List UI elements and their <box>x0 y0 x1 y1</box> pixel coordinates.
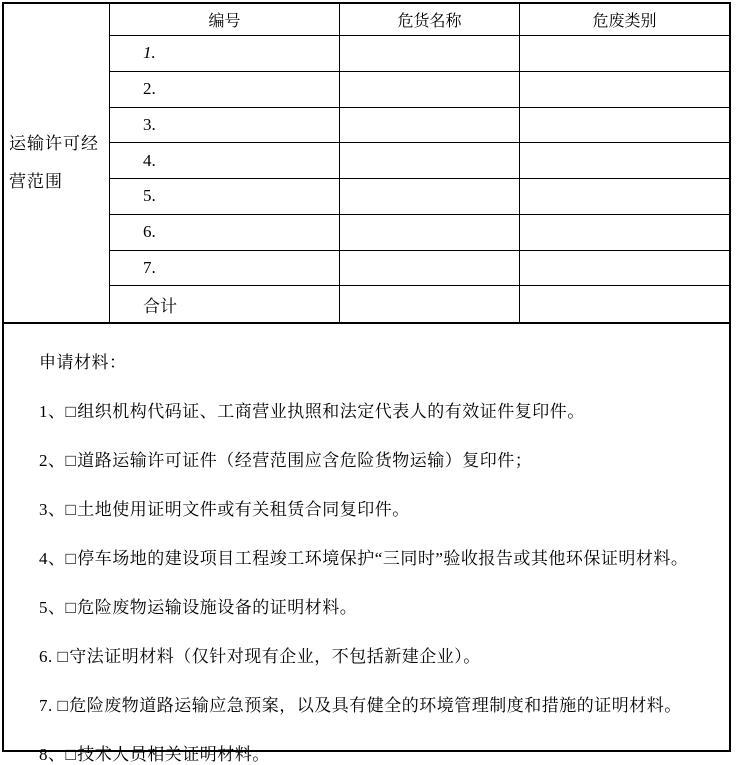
row-number-cell: 1. <box>110 36 340 72</box>
item-text: 组织机构代码证、工商营业执照和法定代表人的有效证件复印件。 <box>77 402 585 421</box>
cargo-name-cell <box>340 143 520 179</box>
cargo-name-cell <box>340 108 520 144</box>
row-number-cell: 5. <box>110 179 340 215</box>
cargo-name-cell <box>340 251 520 287</box>
item-number: 5、 <box>39 598 66 617</box>
row-number-cell: 7. <box>110 251 340 287</box>
cargo-name-cell <box>340 179 520 215</box>
checkbox-icon[interactable]: □ <box>57 647 69 666</box>
item-text: 危险废物道路运输应急预案，以及具有健全的环境管理制度和措施的证明材料。 <box>69 696 682 715</box>
material-item <box>39 397 701 422</box>
item-text: 停车场地的建设项目工程竣工环境保护“三同时”验收报告或其他环保证明材料。 <box>77 549 689 568</box>
row-number-cell: 3. <box>110 108 340 144</box>
material-item <box>39 544 701 569</box>
col-header-waste-category: 危废类别 <box>520 4 729 36</box>
waste-category-cell <box>520 108 729 144</box>
material-item <box>39 691 701 716</box>
checkbox-icon[interactable]: □ <box>65 598 77 617</box>
row-number-cell: 6. <box>110 215 340 251</box>
item-text: 危险废物运输设施设备的证明材料。 <box>77 598 358 617</box>
item-text: 土地使用证明文件或有关租赁合同复印件。 <box>77 500 410 519</box>
total-row-label-cell: 合计 <box>110 286 340 322</box>
material-item <box>39 740 701 765</box>
waste-category-cell <box>520 251 729 287</box>
item-number: 1、 <box>39 402 66 421</box>
material-item <box>39 446 701 471</box>
item-number: 7. <box>39 696 58 715</box>
waste-category-cell <box>520 143 729 179</box>
material-item <box>39 642 701 667</box>
item-number: 6. <box>39 647 58 666</box>
cargo-name-cell <box>340 72 520 108</box>
waste-category-cell <box>520 215 729 251</box>
checkbox-icon[interactable]: □ <box>65 549 77 568</box>
waste-category-cell <box>520 286 729 322</box>
col-header-number: 编号 <box>110 4 340 36</box>
item-text: 守法证明材料（仅针对现有企业，不包括新建企业）。 <box>69 647 481 666</box>
document-page <box>2 2 731 764</box>
item-number: 8、 <box>39 745 66 764</box>
checkbox-icon[interactable]: □ <box>65 500 77 519</box>
cargo-name-cell <box>340 36 520 72</box>
checkbox-icon[interactable]: □ <box>65 451 77 470</box>
row-number-cell: 4. <box>110 143 340 179</box>
waste-category-cell <box>520 36 729 72</box>
materials-section <box>4 322 729 765</box>
item-number: 2、 <box>39 451 66 470</box>
scope-label-cell <box>4 4 110 322</box>
scope-label: 运输许可经营范围 <box>9 134 99 191</box>
checkbox-icon[interactable]: □ <box>57 696 69 715</box>
cargo-name-cell <box>340 215 520 251</box>
item-number: 4、 <box>39 549 66 568</box>
material-item <box>39 495 701 520</box>
material-item <box>39 593 701 618</box>
transport-scope-table <box>4 4 729 322</box>
materials-heading: 申请材料： <box>39 353 127 372</box>
waste-category-cell <box>520 179 729 215</box>
item-text: 技术人员相关证明材料。 <box>77 745 270 764</box>
waste-category-cell <box>520 72 729 108</box>
cargo-name-cell <box>340 286 520 322</box>
item-text: 道路运输许可证件（经营范围应含危险货物运输）复印件； <box>77 451 533 470</box>
checkbox-icon[interactable]: □ <box>65 745 77 764</box>
row-number-cell: 2. <box>110 72 340 108</box>
col-header-cargo-name: 危货名称 <box>340 4 520 36</box>
checkbox-icon[interactable]: □ <box>65 402 77 421</box>
item-number: 3、 <box>39 500 66 519</box>
